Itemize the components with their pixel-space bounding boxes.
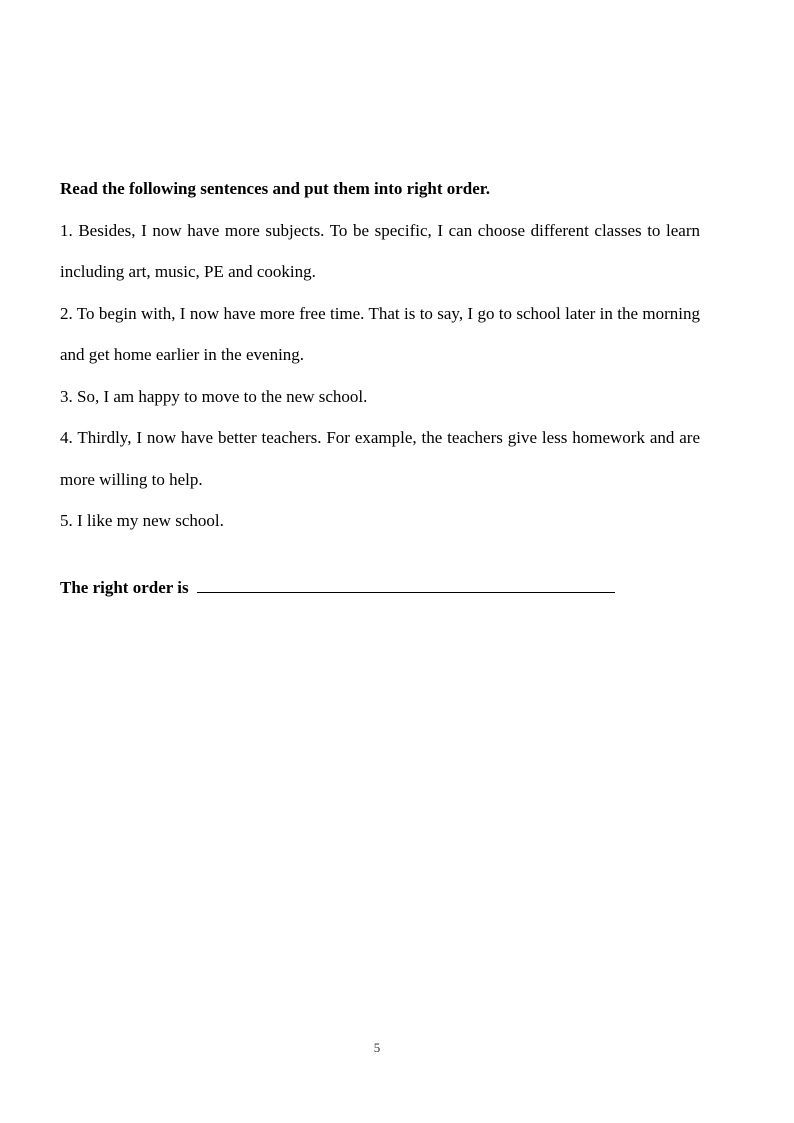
sentence-1: 1. Besides, I now have more subjects. To be specific, I can choose different classes to learn including art, music, PE and cooking. [60,220,700,281]
answer-row [60,572,615,602]
answer-blank[interactable] [197,572,615,593]
sentence-list [60,210,700,542]
answer-label: The right order is [60,578,189,597]
sentence-2: 2. To begin with, I now have more free time. That is to say, I go to school later in the morning and get home earlier in the evening. [60,303,700,364]
sentence-3: 3. So, I am happy to move to the new school. [60,386,368,406]
page-number: 5 [373,1040,381,1055]
worksheet-content [60,168,700,542]
instruction-heading: Read the following sentences and put them into right order. [60,179,491,198]
sentence-4: 4. Thirdly, I now have better teachers. For example, the teachers give less homework and are more willing to help. [60,428,700,489]
sentence-5: 5. I like my new school. [60,511,224,530]
